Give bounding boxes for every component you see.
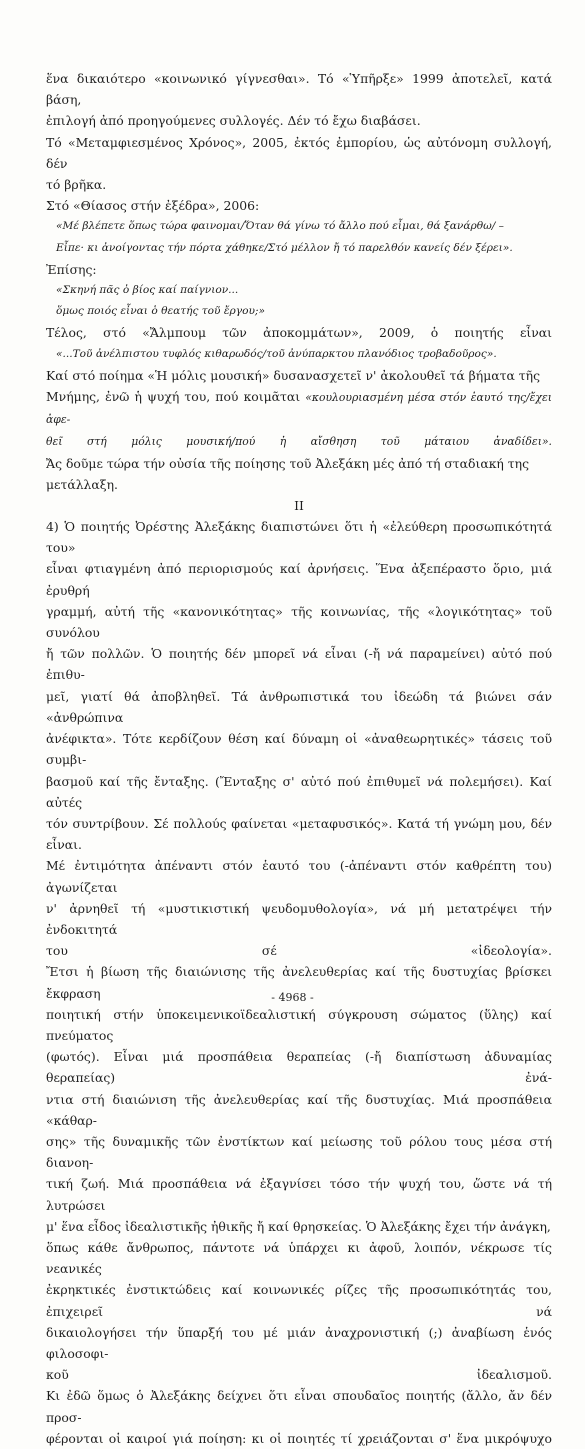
text-span: Μνήμης, ἐνῶ ἡ ψυχή του, πού κοιμᾶται [46,389,301,405]
text-line: Τέλος, στό «Ἄλμπουμ τῶν ἀποκομμάτων», 2009, ὁ ποιητής εἶναι [46,325,552,341]
text-line: (φωτός). Εἶναι μιά προσπάθεια θεραπείας (-ἤ διαπίστωση ἀδυναμίας θεραπείας) ἐνά- [46,1049,552,1086]
text-line: ἤ τῶν πολλῶν. Ὁ ποιητής δέν μπορεῖ νά εἶναι (-ἤ νά παραμείνει) αὐτό πού ἐπιθυ- [46,646,552,683]
text-line [46,386,552,430]
text-line: Μέ ἐντιμότητα ἀπέναντι στόν ἑαυτό του (-ἀπέναντι στόν καθρέπτη του) ἀγωνίζεται [46,858,552,895]
text-line: Ἔτσι ἡ βίωση τῆς διαιώνισης τῆς ἀνελευθερίας καί τῆς δυστυχίας βρίσκει ἔκφραση [46,964,552,1001]
text-line: Ἐπίσης: [46,261,97,277]
text-line: γραμμή, αὐτή τῆς «κανονικότητας» τῆς κοινωνίας, τῆς «λογικότητας» τοῦ συνόλου [46,603,552,641]
inline-quote: «κουλουριασμένη μέσα στόν ἑαυτό της/ἔχει ἀφε- [46,391,552,427]
text-line: μετάλλαξη. [46,476,118,492]
quote-line: «Μέ βλέπετε ὅπως τώρα φαινομαι/Ὅταν θά γίνω τό ἄλλο πού εἶμαι, θά ξανάρθω/ – [56,220,504,233]
text-line: ἕνα δικαιότερο «κοινωνικό γίγνεσθαι». Τό «Ὑπῆρξε» 1999 ἀποτελεῖ, κατά βάση, [46,71,552,108]
text-line: σης» τῆς δυναμικῆς τῶν ἐνστίκτων καί μείωσης τοῦ ρόλου τους μέσα στή διανοη- [46,1133,552,1171]
text-line: Στό «Θίασος στήν ἐξέδρα», 2006: [46,198,260,214]
page-number: - 4968 - [271,991,314,1004]
text-line: ντια στή διαιώνιση τῆς ἀνελευθερίας καί τῆς δυστυχίας. Μιά προσπάθεια «κάθαρ- [46,1091,552,1128]
text-line: ποιητική στήν ὑποκειμενικοϊδεαλιστική σύγκρουση σώματος (ὕλης) καί πνεύματος [46,1006,552,1043]
text-line: εἶναι φτιαγμένη ἀπό περιορισμούς καί ἀρνήσεις. Ἕνα ἀξεπέραστο ὅριο, μιά ἐρυθρή [46,561,552,598]
quote-line: ὅμως ποιός εἶναι ὁ θεατής τοῦ ἔργου;» [56,305,265,318]
text-line: βασμοῦ καί τῆς ἔνταξης. (Ἔνταξης σ' αὐτό πού ἐπιθυμεῖ νά πολεμήσει). Καί αὐτές [46,773,552,810]
text-line [46,430,552,452]
text-line: ὅπως κάθε ἄνθρωπος, πάντοτε νά ὑπάρχει κι ἀφοῦ, λοιπόν, νέκρωσε τίς νεανικές [46,1239,552,1277]
text-line: κοῦ ἰδεαλισμοῦ. [46,1367,552,1383]
quote-line: Εἶπε· κι ἀνοίγοντας τήν πόρτα χάθηκε/Στό μέλλον ἤ τό παρελθόν κανείς δέν ξέρει». [56,241,513,254]
text-line: τό βρῆκα. [46,177,107,193]
section-heading: II [294,498,304,514]
text-line: τική ζωή. Μιά προσπάθεια νά ἐξαγνίσει τόσο τήν ψυχή του, ὥστε νά τή λυτρώσει [46,1176,552,1213]
text-line: 4) Ὁ ποιητής Ὀρέστης Ἀλεξάκης διαπιστώνει ὅτι ἡ «ἐλεύθερη προσωπικότητά του» [46,519,552,556]
text-line: μ' ἕνα εἶδος ἰδεαλιστικῆς ἠθικῆς ἤ καί θρησκείας. Ὁ Ἀλεξάκης ἔχει τήν ἀνάγκη, [46,1218,551,1234]
text-line: ἐκρηκτικές ἐνστικτώδεις καί κοινωνικές ρίζες τῆς προσωπικότητάς του, ἐπιχειρεῖ νά [46,1282,552,1319]
text-line: Κι ἐδῶ ὅμως ὁ Ἀλεξάκης δείχνει ὅτι εἶναι σπουδαῖος ποιητής (ἄλλο, ἄν δέν προσ- [46,1388,552,1425]
text-line: μεῖ, γιατί θά ἀποβληθεῖ. Τά ἀνθρωπιστικά του ἰδεώδη τά βιώνει σάν «ἀνθρώπινα [46,688,552,725]
text-line: ἐπιλογή ἀπό προηγούμενες συλλογές. Δέν τό ἔχω διαβάσει. [46,113,421,129]
text-line: Καί στό ποίημα «Ἡ μόλις μουσική» δυσανασχετεῖ ν' ἀκολουθεῖ τά βήματα τῆς [46,367,541,383]
text-line: δικαιολογήσει τήν ὕπαρξή του μέ μιάν ἀναχρονιστική (;) ἀναβίωση ἑνός φιλοσοφι- [46,1324,552,1361]
quote-line: «...Τοῦ ἀνέλπιστου τυφλός κιθαρωδός/τοῦ ἀνύπαρκτου πλανόδιος τροβαδοῦρος». [56,347,497,360]
text-line: του σέ «ἰδεολογία». [46,943,552,959]
text-line: Ἄς δοῦμε τώρα τήν οὐσία τῆς ποίησης τοῦ Ἀλεξάκη μές ἀπό τή σταδιακή της [46,455,530,471]
text-line: ν' ἀρνηθεῖ τή «μυστικιστική ψευδομυθολογία», νά μή μετατρέψει τήν ἐνδοκιτητά [46,900,552,937]
inline-quote: θεῖ στή μόλις μουσική/πού ἡ αἴσθηση τοῦ μάταιου ἀναδίδει». [46,435,552,449]
text-line: Τό «Μεταμφιεσμένος Χρόνος», 2005, ἐκτός ἐμπορίου, ὡς αὐτόνομη συλλογή, δέν [46,134,552,171]
quote-line: «Σκηνή πᾶς ὁ βίος καί παίγνιον... [56,284,239,297]
text-line: ἀνέφικτα». Τότε κερδίζουν θέση καί δύναμη οἱ «ἀναθεωρητικές» τάσεις τοῦ συμβι- [46,731,552,768]
text-line: τόν συντρίβουν. Σέ πολλούς φαίνεται «μεταφυσικός». Κατά τή γνώμη μου, δέν εἶναι. [46,815,552,853]
text-line: φέρονται οἱ καιροί γιά ποίηση: κι οἱ ποιητές τί χρειάζονται σ' ἕνα μικρόψυχο [46,1430,552,1446]
